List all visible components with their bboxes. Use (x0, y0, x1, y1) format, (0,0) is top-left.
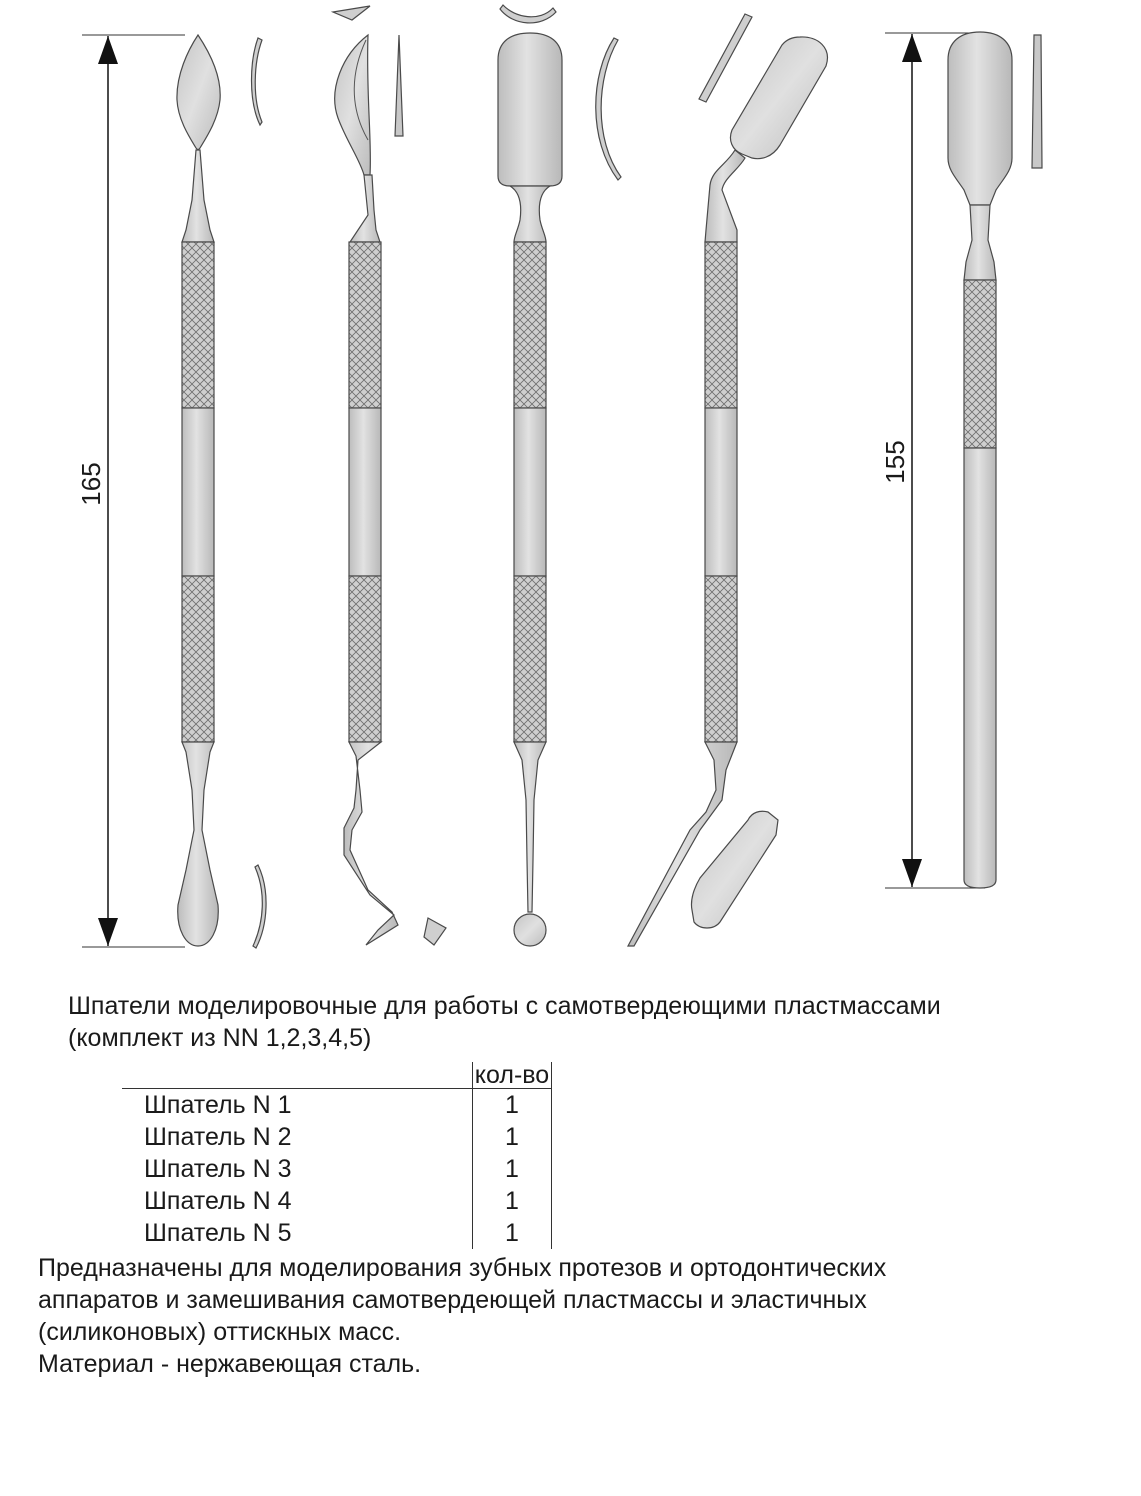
description (38, 1252, 886, 1380)
dimension-165 (76, 35, 185, 947)
row-name: Шпатель N 4 (144, 1187, 292, 1215)
description-line-4: Материал - нержавеющая сталь. (38, 1350, 422, 1378)
spatula-4 (628, 14, 827, 946)
dimension-label-155: 155 (880, 440, 910, 484)
spatula-2 (333, 6, 446, 945)
description-line-1: Предназначены для моделирования зубных протезов и ортодонтических (38, 1254, 887, 1282)
product-title (68, 990, 941, 1054)
qty-header: кол-во (473, 1062, 552, 1089)
contents-table (122, 1062, 552, 1249)
spatula-5 (948, 32, 1042, 888)
spatula-3 (498, 5, 621, 946)
table-row (122, 1217, 552, 1249)
title-line-1: Шпатели моделировочные для работы с самотвердеющими пластмассами (68, 992, 941, 1020)
spatula-1 (177, 35, 266, 948)
dimension-label-165: 165 (76, 462, 106, 506)
row-name: Шпатель N 5 (144, 1219, 292, 1247)
row-name: Шпатель N 3 (144, 1155, 292, 1183)
row-name: Шпатель N 1 (144, 1091, 292, 1119)
table-row (122, 1185, 552, 1217)
title-line-2: (комплект из NN 1,2,3,4,5) (68, 1024, 372, 1052)
row-qty: 1 (473, 1089, 552, 1122)
row-qty: 1 (473, 1121, 552, 1153)
table-row (122, 1121, 552, 1153)
table-row (122, 1153, 552, 1185)
table-row (122, 1089, 552, 1122)
description-line-3: (силиконовых) оттискных масс. (38, 1318, 402, 1346)
description-line-2: аппаратов и замешивания самотвердеющей пластмассы и эластичных (38, 1286, 867, 1314)
row-qty: 1 (473, 1217, 552, 1249)
row-qty: 1 (473, 1185, 552, 1217)
name-header-cell (122, 1062, 473, 1089)
row-name: Шпатель N 2 (144, 1123, 292, 1151)
row-qty: 1 (473, 1153, 552, 1185)
table-header-row (122, 1062, 552, 1089)
